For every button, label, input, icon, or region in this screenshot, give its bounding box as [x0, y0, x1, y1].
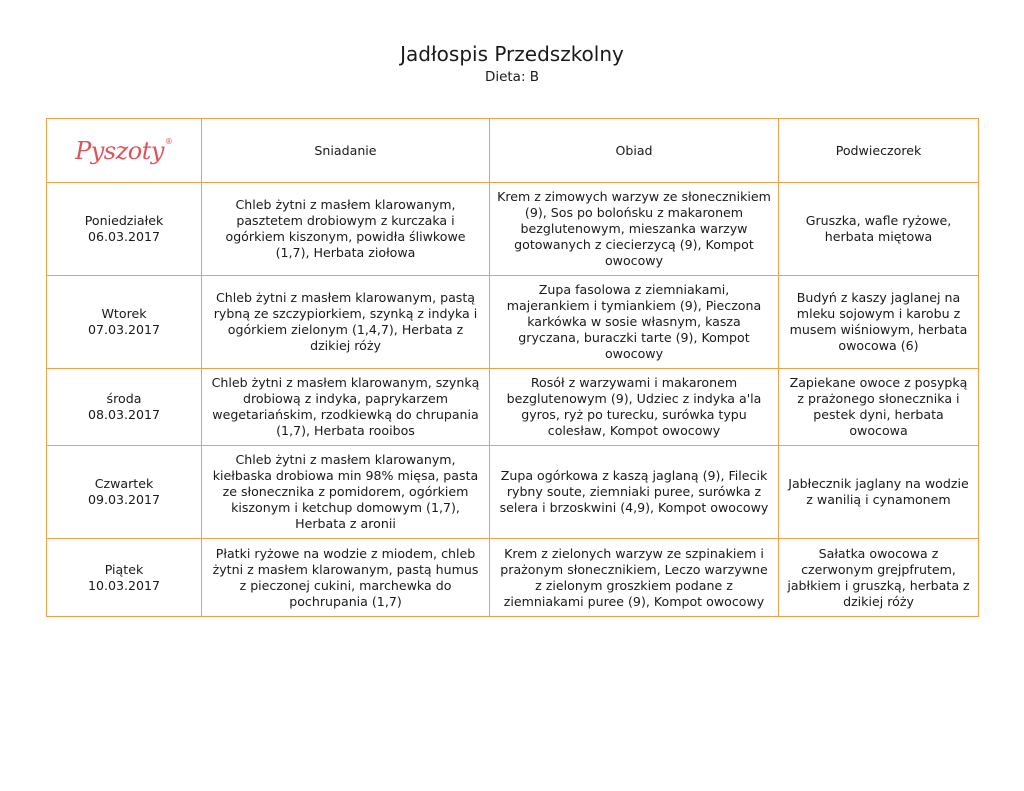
- day-date: 10.03.2017: [87, 577, 161, 593]
- page-title: Jadłospis Przedszkolny: [400, 42, 624, 66]
- day-cell: [47, 446, 202, 539]
- lunch-cell: Rosół z warzywami i makaronem bezglutenowym (9), Udziec z indyka a'la gyros, ryż po turecku, surówka typu colesław, Kompot owocowy: [490, 369, 779, 446]
- day-date: 08.03.2017: [87, 407, 161, 422]
- snack-cell: Gruszka, wafle ryżowe, herbata miętowa: [779, 183, 979, 276]
- snack-cell: Budyń z kaszy jaglanej na mleku sojowym i karobu z musem wiśniowym, herbata owocowa (6): [779, 276, 979, 369]
- snack-cell: Zapiekane owoce z posypką z prażonego słonecznika i pestek dyni, herbata owocowa: [779, 369, 979, 446]
- lunch-cell: Zupa fasolowa z ziemniakami, majerankiem i tymiankiem (9), Pieczona karkówka w sosie własnym, kasza gryczana, buraczki tarte (9), Kompot owocowy: [490, 276, 779, 369]
- day-name: Wtorek: [101, 306, 147, 321]
- breakfast-cell: Chleb żytni z masłem klarowanym, kiełbaska drobiowa min 98% mięsa, pasta ze słonecznika z pomidorem, ogórkiem kiszonym i ketchup domowym (1,7), Herbata z aronii: [202, 446, 490, 539]
- day-cell: [47, 369, 202, 446]
- day-cell: [47, 183, 202, 276]
- column-header-snack: Podwieczorek: [779, 119, 979, 183]
- page-subtitle: Dieta: B: [484, 69, 540, 85]
- table-row: [47, 446, 979, 539]
- breakfast-cell: Chleb żytni z masłem klarowanym, pasztetem drobiowym z kurczaka i ogórkiem kiszonym, powidła śliwkowe (1,7), Herbata ziołowa: [202, 183, 490, 276]
- lunch-cell: Krem z zimowych warzyw ze słonecznikiem (9), Sos po bolońsku z makaronem bezglutenowym, mieszanka warzyw gotowanych z ciecierzycą (9), Kompot owocowy: [490, 183, 779, 276]
- table-row: [47, 369, 979, 446]
- logo-text: Pyszoty: [75, 136, 164, 165]
- day-name: środa: [106, 391, 142, 406]
- snack-cell: Sałatka owocowa z czerwonym grejpfrutem, jabłkiem i gruszką, herbata z dzikiej róży: [779, 539, 979, 617]
- day-name: Czwartek: [94, 476, 154, 491]
- day-date: 06.03.2017: [87, 229, 161, 244]
- registered-mark: ®: [164, 136, 173, 146]
- breakfast-cell: Chleb żytni z masłem klarowanym, szynką drobiową z indyka, paprykarzem wegetariańskim, rzodkiewką do chrupania (1,7), Herbata rooibos: [202, 369, 490, 446]
- pyszoty-logo: [75, 137, 173, 165]
- logo-cell: [47, 119, 202, 183]
- table-row: [47, 276, 979, 369]
- day-name: Poniedziałek: [84, 213, 164, 228]
- column-header-lunch: Obiad: [490, 119, 779, 183]
- lunch-cell: Zupa ogórkowa z kaszą jaglaną (9), Filecik rybny soute, ziemniaki puree, surówka z selera i brzoskwini (4,9), Kompot owocowy: [490, 446, 779, 539]
- lunch-cell: Krem z zielonych warzyw ze szpinakiem i prażonym słonecznikiem, Leczo warzywne z zielonym groszkiem podane z ziemniakami puree (9), Kompot owocowy: [490, 539, 779, 617]
- page-header: [0, 40, 1024, 86]
- snack-cell: Jabłecznik jaglany na wodzie z wanilią i cynamonem: [779, 446, 979, 539]
- table-header-row: [47, 119, 979, 183]
- table-row: [47, 183, 979, 276]
- breakfast-cell: Chleb żytni z masłem klarowanym, pastą rybną ze szczypiorkiem, szynką z indyka i ogórkiem zielonym (1,4,7), Herbata z dzikiej róży: [202, 276, 490, 369]
- day-cell: [47, 539, 202, 617]
- menu-table: [46, 118, 979, 617]
- day-cell: [47, 276, 202, 369]
- breakfast-cell: Płatki ryżowe na wodzie z miodem, chleb żytni z masłem klarowanym, pastą humus z pieczonej cukini, marchewka do pochrupania (1,7): [202, 539, 490, 617]
- day-date: 09.03.2017: [87, 492, 161, 507]
- day-date: 07.03.2017: [87, 322, 161, 337]
- table-row: [47, 539, 979, 617]
- day-name: Piątek: [104, 561, 144, 577]
- column-header-breakfast: Sniadanie: [202, 119, 490, 183]
